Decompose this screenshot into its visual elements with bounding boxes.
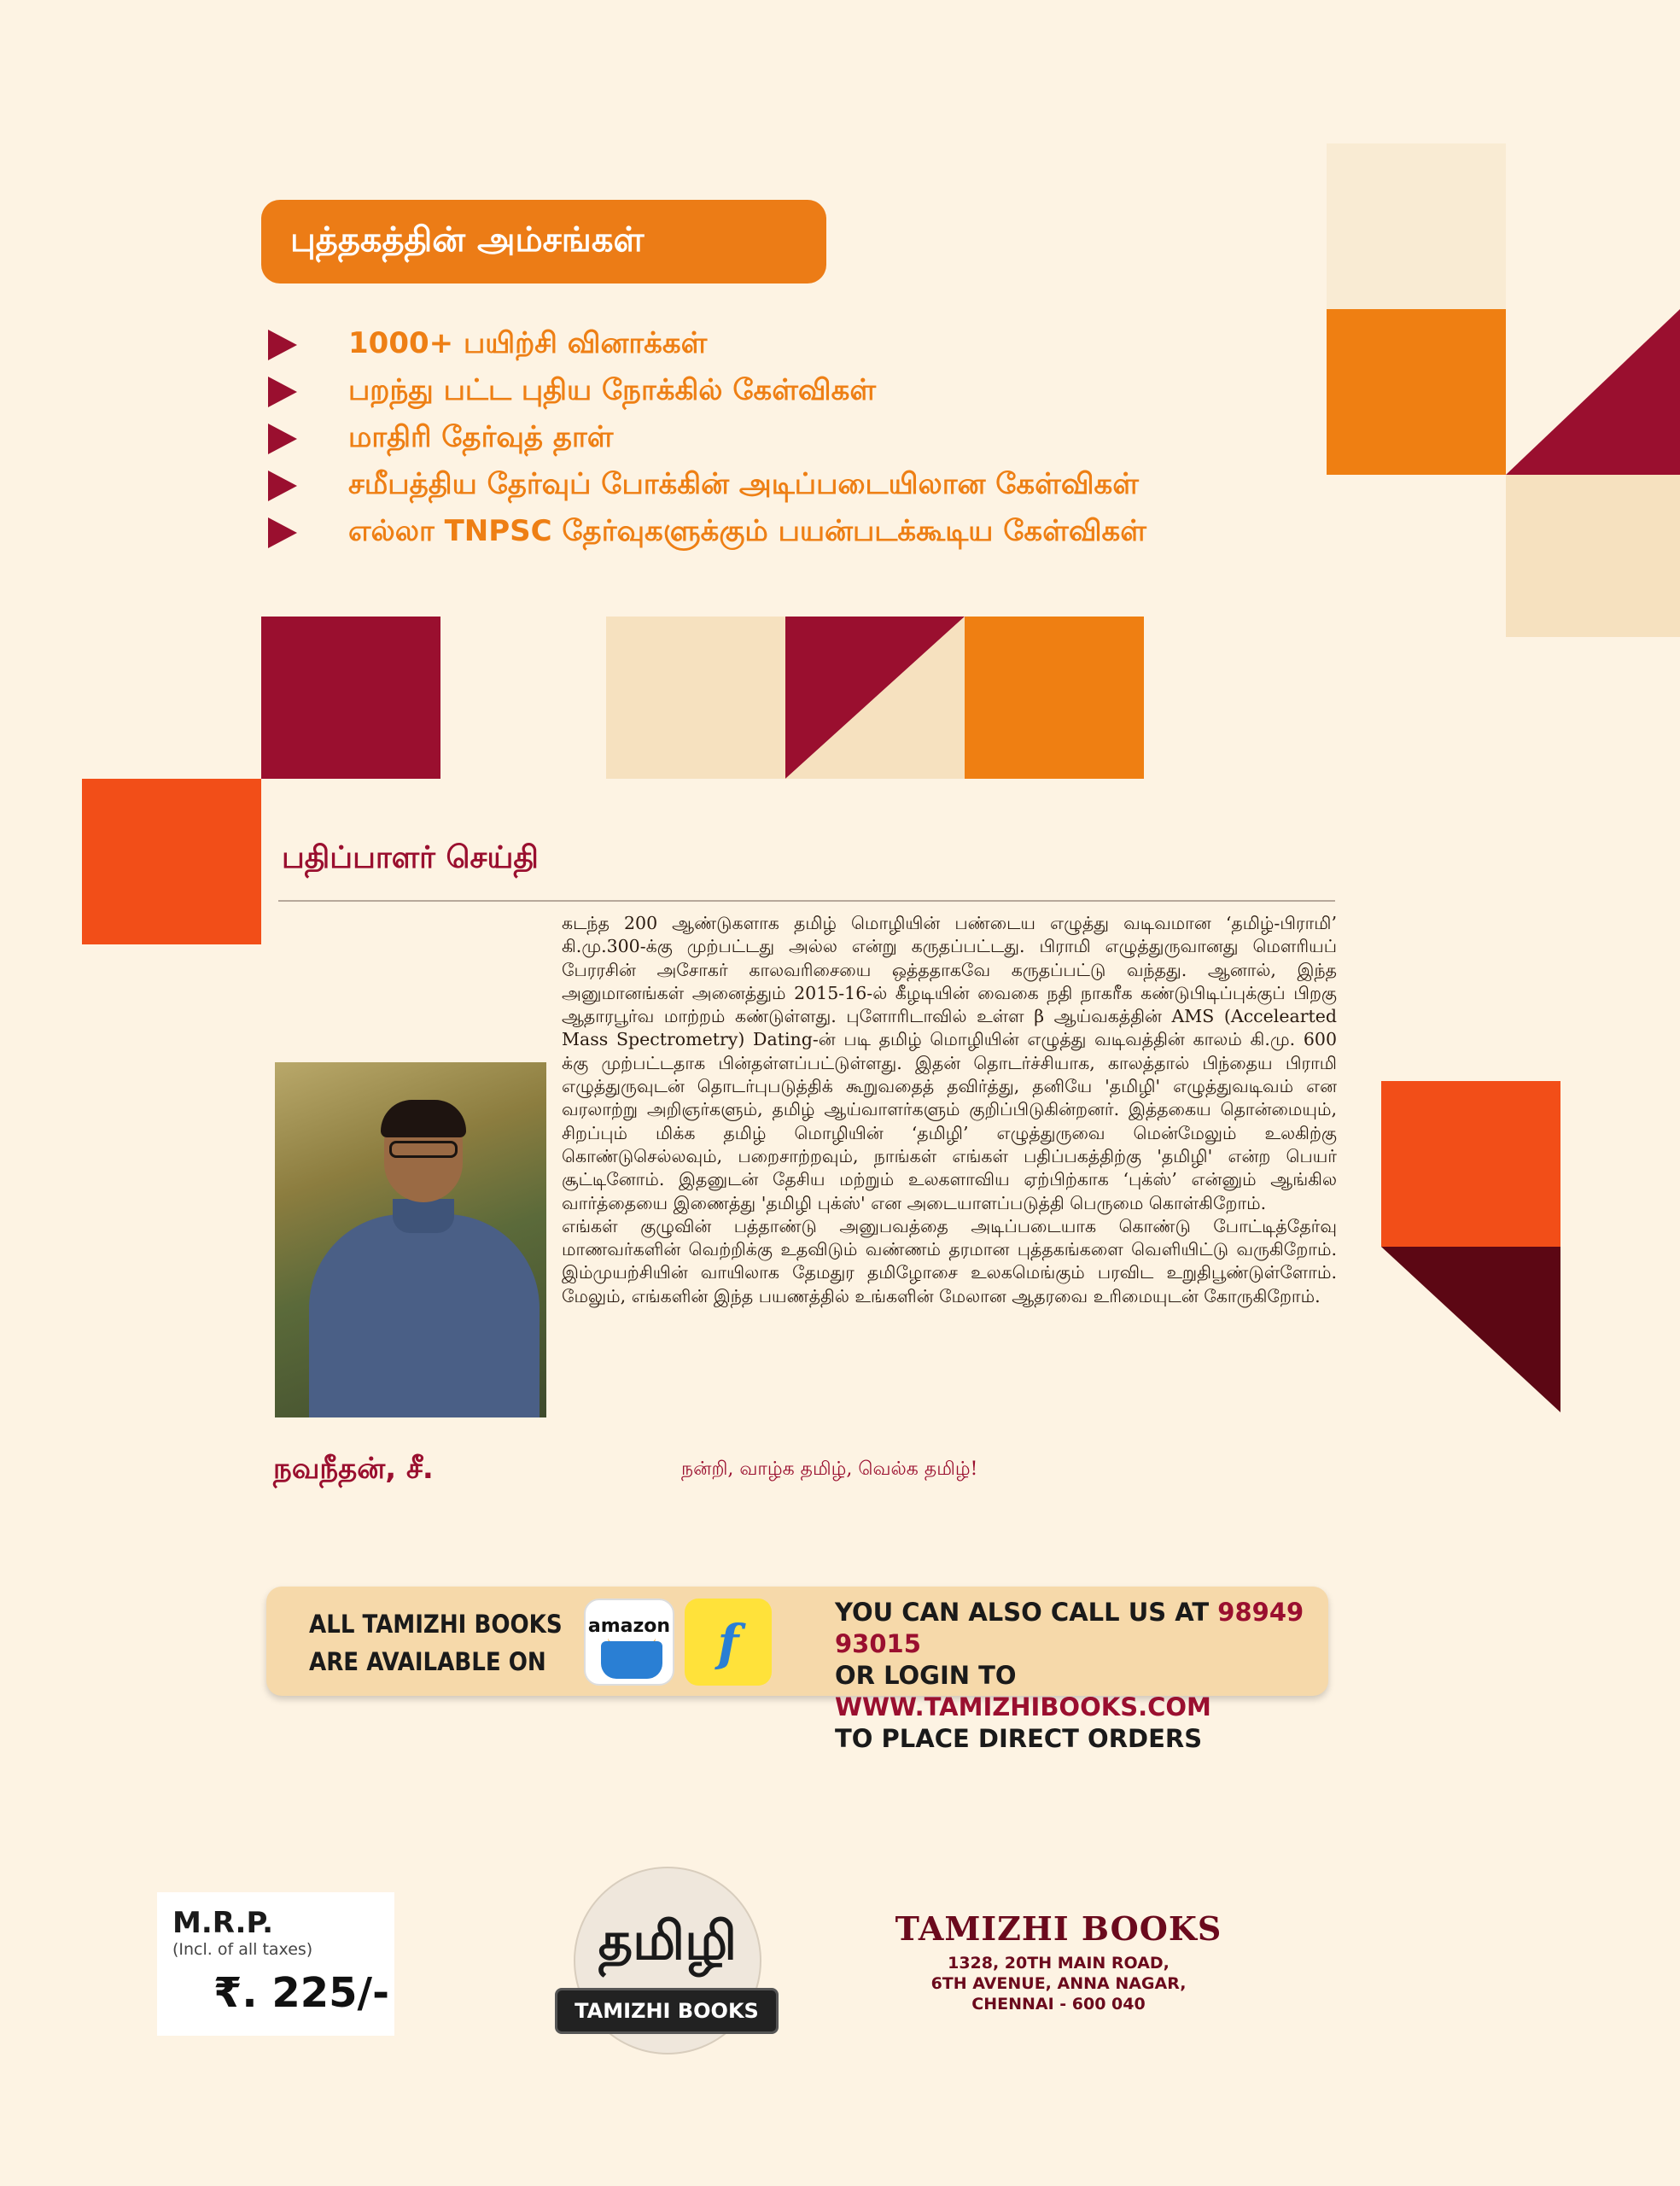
address-block: [854, 1953, 1263, 2014]
mrp-box: [157, 1892, 394, 2036]
publisher-photo: [275, 1062, 546, 1417]
publisher-note-body: [278, 912, 1337, 1424]
publisher-signature: நவநீதன், சீ.: [273, 1452, 434, 1486]
deco-block: [606, 617, 785, 779]
amazon-app-icon[interactable]: [584, 1599, 674, 1686]
feature-label: மாதிரி தேர்வுத் தாள்: [348, 419, 614, 454]
mrp-note: (Incl. of all taxes): [172, 1940, 313, 1959]
triangle-arrow-icon: [268, 471, 297, 501]
contact-line: [835, 1597, 1313, 1660]
features-list: [265, 321, 1340, 556]
photo-hair: [381, 1100, 466, 1137]
flipkart-logo: f: [717, 1614, 739, 1672]
feature-item: [265, 368, 1340, 415]
availability-line: ARE AVAILABLE ON: [309, 1647, 546, 1676]
contact-prefix: OR LOGIN TO: [835, 1661, 1017, 1690]
availability-line: ALL TAMIZHI BOOKS: [309, 1610, 563, 1639]
amazon-label: amazon: [587, 1616, 671, 1637]
photo-glasses: [389, 1141, 458, 1158]
company-name: TAMIZHI BOOKS: [895, 1909, 1222, 1948]
availability-text: [309, 1605, 565, 1680]
contact-text: [835, 1597, 1313, 1755]
logo-band: TAMIZHI BOOKS: [555, 1988, 779, 2034]
availability-banner: [266, 1587, 1328, 1753]
shopping-cart-icon: [601, 1641, 662, 1679]
deco-block: [1506, 475, 1680, 637]
publisher-address: [854, 1909, 1263, 2014]
mrp-label: M.R.P.: [172, 1906, 274, 1940]
feature-label: எல்லா TNPSC தேர்வுகளுக்கும் பயன்படக்கூடிய கேள்விகள்: [348, 513, 1146, 548]
deco-triangle: [1381, 1247, 1560, 1412]
address-line: 6TH AVENUE, ANNA NAGAR,: [930, 1974, 1187, 1993]
deco-block: [1327, 143, 1506, 309]
triangle-arrow-icon: [268, 424, 297, 454]
feature-item: [265, 321, 1340, 368]
address-line: CHENNAI - 600 040: [971, 1995, 1146, 2014]
deco-block: [1327, 309, 1506, 475]
features-heading: புத்தகத்தின் அம்சங்கள்: [261, 200, 826, 283]
publisher-paragraph: எங்கள் குழுவின் பத்தாண்டு அனுபவத்தை அடிப்படையாக கொண்டு போட்டித்தேர்வு மாணவர்களின் வெற்றிக்கு உதவிடும் வண்ணம் தரமான புத்தகங்களை வெளியிட்டு வருகிறோம். இம்முயற்சியின் வாயிலாக தேமதுர தமிழோசை உலகமெங்கும் பரவிட உறுதிபூண்டுள்ளோம். மேலும், எங்களின் இந்த பயணத்தில் உங்களின் மேலான ஆதரவை உரிமையுடன் கோருகிறோம்.: [562, 1215, 1337, 1306]
contact-prefix: YOU CAN ALSO CALL US AT: [835, 1598, 1218, 1627]
feature-label: பறந்து பட்ட புதிய நோக்கில் கேள்விகள்: [348, 372, 877, 407]
photo-shirt: [309, 1214, 540, 1417]
address-line: 1328, 20TH MAIN ROAD,: [948, 1954, 1170, 1973]
feature-item: [265, 415, 1340, 462]
publisher-note-title: பதிப்பாளர் செய்தி: [282, 840, 539, 875]
logo-script: தமிழி: [598, 1909, 738, 1972]
triangle-arrow-icon: [268, 517, 297, 548]
deco-triangle: [1506, 309, 1680, 475]
contact-line: TO PLACE DIRECT ORDERS: [835, 1724, 1203, 1753]
phone-number[interactable]: 98949 93015: [835, 1598, 1304, 1658]
divider: [278, 900, 1335, 902]
deco-block: [965, 617, 1144, 779]
feature-item: [265, 462, 1340, 509]
deco-block: [82, 779, 261, 944]
publisher-paragraph: கடந்த 200 ஆண்டுகளாக தமிழ் மொழியின் பண்டைய எழுத்து வடிவமான ‘தமிழ்-பிராமி’ கி.மு.300-க்கு முற்பட்டது அல்ல என்று கருதப்பட்டது. பிராமி எழுத்துருவானது மௌரியப் பேரரசின் அசோகர் காலவரிசையை ஒத்ததாகவே கருதப்பட்டு வந்தது. ஆனால், இந்த அனுமானங்கள் அனைத்தும் 2015-16-ல் கீழடியின் வைகை நதி நாகரீக கண்டுபிடிப்புக்குப் பிறகு ஆதாரபூர்வ மாற்றம் கண்டுள்ளது. புளோரிடாவில் உள்ள β ஆய்வகத்தின் AMS (Accelearted Mass Spectrometry) Dating-ன் படி தமிழ் மொழியின் எழுத்து வடிவத்தின் காலம் கி.மு. 600 க்கு முற்பட்டதாக பின்தள்ளப்பட்டுள்ளது. இதன் தொடர்ச்சியாக, காலத்தால் பிந்தைய பிராமி எழுத்துருவுடன் தொடர்புபடுத்திக் கூறுவதைத் தவிர்த்து, தனியே 'தமிழி' எழுத்துவடிவம் என வரலாற்று அறிஞர்களும், தமிழ் ஆய்வாளர்களும் குறிப்பிடுகின்றனர். இத்தகைய தொன்மையும், சிறப்பும் மிக்க தமிழ் மொழியின் ‘தமிழி’ எழுத்துருவை மென்மேலும் உலகிற்கு கொண்டுசெல்லவும், பறைசாற்றவும், நாங்கள் எங்கள் பதிப்பகத்திற்கு 'தமிழி' என்ற பெயர் சூட்டினோம். இதனுடன் தேசிய மற்றும் உலகளாவிய ஏற்பிற்காக ‘புக்ஸ்’ என்னும் ஆங்கில வார்த்தையை இணைத்து 'தமிழி புக்ஸ்' என அடையாளப்படுத்தி பெருமை கொள்கிறோம்.: [562, 913, 1337, 1213]
photo-collar: [393, 1199, 454, 1233]
price: ₹. 225/-: [213, 1969, 389, 2017]
feature-item: [265, 509, 1340, 556]
feature-label: சமீபத்திய தேர்வுப் போக்கின் அடிப்படையிலான கேள்விகள்: [348, 466, 1139, 501]
flipkart-app-icon[interactable]: [685, 1599, 772, 1686]
deco-block: [1381, 1081, 1560, 1247]
triangle-arrow-icon: [268, 377, 297, 407]
deco-block: [261, 617, 440, 779]
closing-greeting: நன்றி, வாழ்க தமிழ், வெல்க தமிழ்!: [681, 1458, 978, 1480]
contact-line: [835, 1660, 1313, 1723]
feature-label: 1000+ பயிற்சி வினாக்கள்: [348, 325, 708, 360]
triangle-arrow-icon: [268, 330, 297, 360]
deco-triangle: [785, 617, 965, 779]
website-link[interactable]: WWW.TAMIZHIBOOKS.COM: [835, 1692, 1211, 1721]
